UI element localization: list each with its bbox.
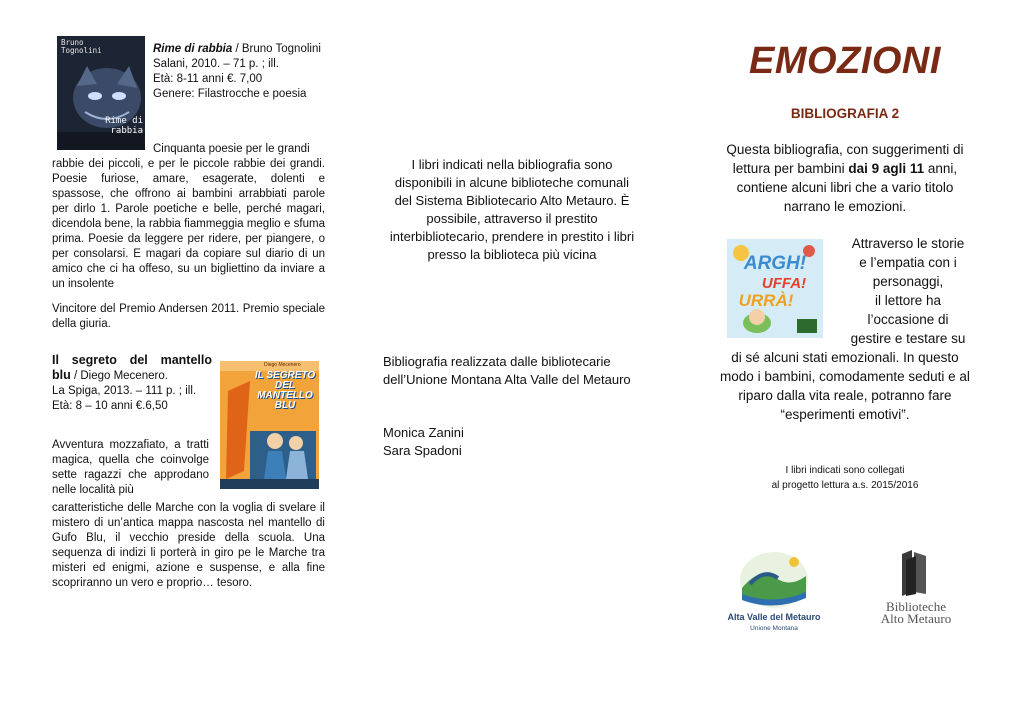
- book1-title: Rime di rabbia: [153, 43, 233, 55]
- credits-note: Bibliografia realizzata dalle bibliotecarie dell’Unione Montana Alta Valle del Metauro: [383, 354, 631, 387]
- book2-author: / Diego Mecenero.: [70, 370, 168, 382]
- book-cover-segreto-mantello-blu: [220, 361, 319, 489]
- book1-description: rabbie dei piccoli, e per le piccole rabbie dei grandi. Poesie furiose, amare, esagerate, dolenti e spassose, che offrono ai bambini arrabbiati parole per dirlo 1. Parole poetiche e belle, perché magari, dicendola bene, la rabbia fiammeggia meglio e sfuma prima. Poesie da leggere per ridere, per piangere, o per consolarsi. E magari da copiare sul diario di un amico che ci ha offeso, su un bigliettino da inviare a un insolente: [52, 158, 325, 290]
- project-note-line-1: I libri indicati sono collegati: [785, 465, 905, 476]
- book1-genre: Genere: Filastrocche e poesia: [153, 88, 307, 100]
- librarian-name-1: Monica Zanini: [383, 425, 464, 440]
- book2-age-price: Età: 8 – 10 anni €.6,50: [52, 400, 168, 412]
- logo1-line-1: Alta Valle del Metauro: [727, 612, 821, 622]
- intro-bold: dai 9 agli 11: [848, 161, 925, 176]
- logo-alta-valle: [720, 548, 828, 648]
- book1-publisher: Salani, 2010. – 71 p. ; ill.: [153, 58, 279, 70]
- logo2-line-1: Biblioteche: [886, 599, 946, 614]
- empathy-line-2: e l’empatia con i: [859, 255, 957, 270]
- intro-post: anni, contiene alcuni libri che a vario titolo narrano le emozioni.: [736, 161, 958, 214]
- book1-award: Vincitore del Premio Andersen 2011. Premio speciale della giuria.: [52, 303, 325, 330]
- empathy-line-6: gestire e testare su: [850, 331, 966, 346]
- empathy-line-4: il lettore ha: [874, 293, 942, 308]
- availability-note: I libri indicati nella bibliografia sono disponibili in alcune biblioteche comunali del Sistema Bibliotecario Alto Metauro. È possibile, attraverso il prestito interbibliotecario, prendere in prestito i libri presso la biblioteca più vicina: [389, 157, 635, 262]
- book2-description-short: Avventura mozzafiato, a tratti magica, quella che coinvolge sette ragazzi che approdano nelle località più: [52, 439, 209, 496]
- page-title: EMOZIONI: [749, 40, 941, 82]
- empathy-tail: di sé alcuni stati emozionali. In questo modo i bambini, comodamente seduti e al riparo dalla vita reale, potranno fare “esperimenti emotivi”.: [720, 350, 970, 422]
- project-note-line-2: al progetto lettura a.s. 2015/2016: [771, 480, 919, 491]
- librarian-name-2: Sara Spadoni: [383, 443, 462, 458]
- book2-description: caratteristiche delle Marche con la voglia di svelare il mistero di un’antica mappa nascosta nel mantello di Gufo Blu, il vecchio preside della scuola. Una sequenza di indizi li porterà in giro pe le Marche tra misteri ed enigmi, azione e suspense, e alla fine scopriranno un vero e proprio… tesoro.: [52, 502, 325, 589]
- book2-info: [52, 353, 212, 414]
- book1-info: [153, 42, 323, 102]
- book2-title-line1: Il segreto del mantello: [52, 353, 212, 367]
- book-cover-rime-di-rabbia: [57, 36, 145, 150]
- book-cover-argh-uffa-urra: [727, 239, 823, 338]
- cover-author: Bruno Tognolini: [61, 38, 102, 55]
- cover2-title: IL SEGRETO DEL MANTELLO BLU: [254, 370, 316, 411]
- alta-valle-logo-icon: [720, 548, 828, 610]
- intro-paragraph: [720, 140, 970, 216]
- logo2-line-2: Alto Metauro: [880, 611, 952, 626]
- book1-age-price: Età: 8-11 anni €. 7,00: [153, 73, 263, 85]
- cover3-text-3: URRÀ!: [738, 291, 794, 310]
- cover3-text-2: UFFA!: [761, 275, 807, 292]
- page-subtitle: BIBLIOGRAFIA 2: [790, 106, 900, 121]
- logo1-line-2: Unione Montana: [750, 625, 798, 632]
- book-stack-icon: [868, 548, 964, 598]
- book2-title-line2: blu: [52, 368, 71, 382]
- cover-title: Rime di rabbia: [105, 116, 143, 136]
- cover2-author: Diego Mecenero: [264, 362, 301, 368]
- empathy-line-5: l’occasione di: [867, 312, 949, 327]
- empathy-lines: [838, 234, 978, 348]
- librarian-names: [383, 424, 583, 460]
- empathy-line-3: personaggi,: [872, 274, 944, 289]
- empathy-line-1: Attraverso le storie: [851, 236, 965, 251]
- intro-pre: Questa bibliografia, con suggerimenti di lettura per bambini: [726, 142, 964, 176]
- book1-description-indent: Cinquanta poesie per le grandi: [153, 143, 310, 155]
- book2-publisher: La Spiga, 2013. – 111 p. ; ill.: [52, 385, 197, 397]
- book1-author: / Bruno Tognolini: [232, 43, 321, 55]
- cover3-text-1: ARGH!: [743, 253, 807, 274]
- logo-biblioteche: [868, 548, 964, 648]
- project-note: [720, 463, 970, 493]
